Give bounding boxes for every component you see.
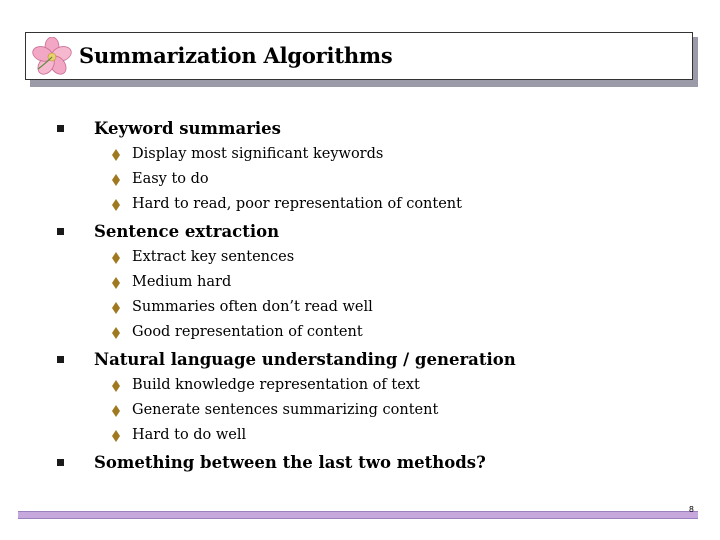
bullet-item: Build knowledge representation of text [132, 377, 420, 393]
diamond-bullet-icon [111, 405, 121, 417]
square-bullet-icon [57, 459, 64, 466]
square-bullet-icon [57, 228, 64, 235]
footer-bar [18, 511, 698, 519]
bullet-item: Display most significant keywords [132, 146, 383, 162]
bullet-item: Hard to do well [132, 427, 246, 443]
bullet-item: Generate sentences summarizing content [132, 402, 438, 418]
bullet-heading: Sentence extraction [94, 222, 279, 241]
diamond-bullet-icon [111, 149, 121, 161]
slide-title: Summarization Algorithms [79, 43, 393, 68]
diamond-bullet-icon [111, 174, 121, 186]
bullet-item: Easy to do [132, 171, 209, 187]
title-bar [25, 32, 693, 80]
diamond-bullet-icon [111, 252, 121, 264]
diamond-bullet-icon [111, 277, 121, 289]
diamond-bullet-icon [111, 199, 121, 211]
pink-flower-icon [32, 37, 72, 77]
square-bullet-icon [57, 356, 64, 363]
diamond-bullet-icon [111, 380, 121, 392]
bullet-heading: Something between the last two methods? [94, 453, 486, 472]
bullet-heading: Keyword summaries [94, 119, 281, 138]
bullet-item: Hard to read, poor representation of content [132, 196, 462, 212]
bullet-heading: Natural language understanding / generation [94, 350, 516, 369]
bullet-item: Extract key sentences [132, 249, 294, 265]
bullet-item: Good representation of content [132, 324, 363, 340]
bullet-item: Medium hard [132, 274, 231, 290]
bullet-item: Summaries often don’t read well [132, 299, 373, 315]
diamond-bullet-icon [111, 327, 121, 339]
diamond-bullet-icon [111, 430, 121, 442]
diamond-bullet-icon [111, 302, 121, 314]
page-number: 8 [688, 505, 694, 514]
square-bullet-icon [57, 125, 64, 132]
